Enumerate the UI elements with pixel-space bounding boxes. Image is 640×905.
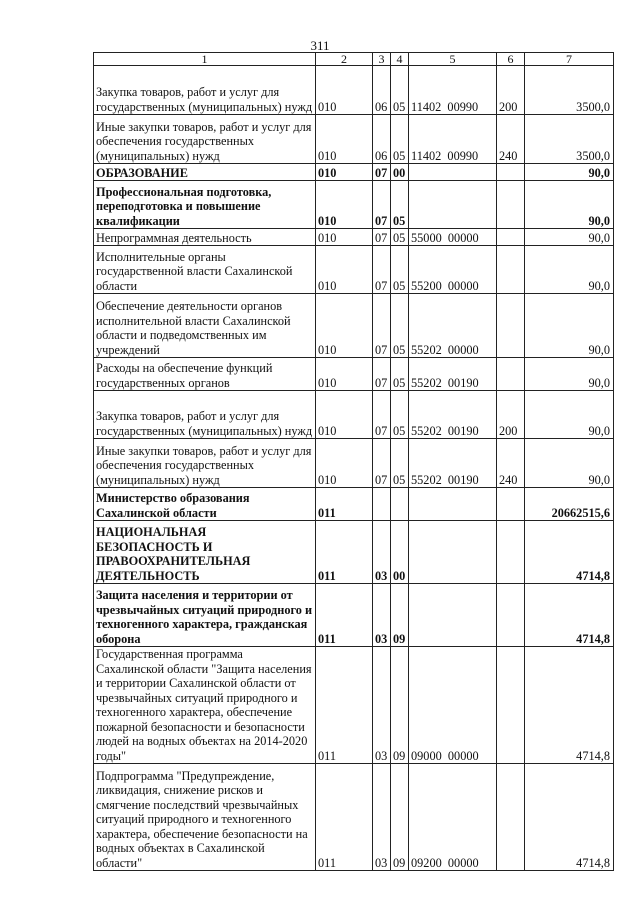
code-type-cell <box>497 246 525 294</box>
code-target-cell: 55202 00190 <box>409 358 497 391</box>
amount-cell: 4714,8 <box>525 647 614 764</box>
code-target-cell: 55202 00000 <box>409 294 497 358</box>
code-target-cell <box>409 181 497 229</box>
table-row <box>94 764 614 871</box>
code-type-cell <box>497 181 525 229</box>
name-cell: Иные закупки товаров, работ и услуг для обеспечения государственных (муниципальных) нужд <box>94 439 316 488</box>
code-ministry-cell: 010 <box>316 229 373 246</box>
name-cell: Государственная программа Сахалинской области "Защита населения и территории Сахалинской области от чрезвычайных ситуаций природного и техногенного характера, обеспечение пожарной безопасности и безопасности людей на водных объектах на 2014-2020 годы" <box>94 647 316 764</box>
code-target-cell: 11402 00990 <box>409 66 497 115</box>
table-row <box>94 164 614 181</box>
code-subsection-cell: 05 <box>391 229 409 246</box>
table-row <box>94 584 614 647</box>
code-target-cell <box>409 584 497 647</box>
code-subsection-cell: 00 <box>391 521 409 584</box>
amount-cell: 90,0 <box>525 164 614 181</box>
code-target-cell: 55000 00000 <box>409 229 497 246</box>
code-section-cell: 07 <box>373 391 391 439</box>
amount-cell: 3500,0 <box>525 115 614 164</box>
code-type-cell <box>497 584 525 647</box>
header-cell: 1 <box>94 53 316 66</box>
table-row <box>94 521 614 584</box>
code-type-cell <box>497 488 525 521</box>
code-type-cell: 240 <box>497 115 525 164</box>
code-subsection-cell: 05 <box>391 115 409 164</box>
code-ministry-cell: 010 <box>316 439 373 488</box>
header-cell: 6 <box>497 53 525 66</box>
code-type-cell <box>497 358 525 391</box>
amount-cell: 20662515,6 <box>525 488 614 521</box>
amount-cell: 90,0 <box>525 246 614 294</box>
amount-cell: 90,0 <box>525 439 614 488</box>
code-target-cell <box>409 488 497 521</box>
table-row <box>94 439 614 488</box>
header-cell: 7 <box>525 53 614 66</box>
code-section-cell: 06 <box>373 115 391 164</box>
code-target-cell: 55202 00190 <box>409 391 497 439</box>
amount-cell: 4714,8 <box>525 764 614 871</box>
page-number: 311 <box>310 38 330 53</box>
header-cell: 4 <box>391 53 409 66</box>
code-type-cell <box>497 294 525 358</box>
code-type-cell: 200 <box>497 66 525 115</box>
code-subsection-cell: 05 <box>391 181 409 229</box>
name-cell: Закупка товаров, работ и услуг для государственных (муниципальных) нужд <box>94 66 316 115</box>
code-ministry-cell: 010 <box>316 164 373 181</box>
code-type-cell <box>497 164 525 181</box>
code-section-cell: 07 <box>373 358 391 391</box>
code-ministry-cell: 010 <box>316 115 373 164</box>
code-subsection-cell: 09 <box>391 584 409 647</box>
code-section-cell: 03 <box>373 647 391 764</box>
table-row <box>94 229 614 246</box>
code-type-cell: 240 <box>497 439 525 488</box>
code-section-cell: 07 <box>373 246 391 294</box>
amount-cell: 90,0 <box>525 229 614 246</box>
code-type-cell <box>497 647 525 764</box>
table-row <box>94 115 614 164</box>
name-cell: Иные закупки товаров, работ и услуг для обеспечения государственных (муниципальных) нужд <box>94 115 316 164</box>
code-section-cell: 03 <box>373 521 391 584</box>
code-ministry-cell: 010 <box>316 358 373 391</box>
amount-cell: 3500,0 <box>525 66 614 115</box>
code-subsection-cell <box>391 488 409 521</box>
code-ministry-cell: 011 <box>316 584 373 647</box>
table-row <box>94 181 614 229</box>
code-type-cell <box>497 764 525 871</box>
code-ministry-cell: 011 <box>316 488 373 521</box>
code-subsection-cell: 05 <box>391 294 409 358</box>
table-row <box>94 647 614 764</box>
code-subsection-cell: 05 <box>391 391 409 439</box>
code-section-cell: 07 <box>373 229 391 246</box>
code-section-cell: 03 <box>373 584 391 647</box>
code-ministry-cell: 010 <box>316 294 373 358</box>
name-cell: Исполнительные органы государственной власти Сахалинской области <box>94 246 316 294</box>
code-section-cell: 07 <box>373 164 391 181</box>
code-section-cell <box>373 488 391 521</box>
header-cell: 3 <box>373 53 391 66</box>
code-section-cell: 06 <box>373 66 391 115</box>
amount-cell: 90,0 <box>525 358 614 391</box>
table-row <box>94 488 614 521</box>
code-ministry-cell: 011 <box>316 764 373 871</box>
table-row <box>94 358 614 391</box>
name-cell: НАЦИОНАЛЬНАЯ БЕЗОПАСНОСТЬ И ПРАВООХРАНИТЕЛЬНАЯ ДЕЯТЕЛЬНОСТЬ <box>94 521 316 584</box>
table-row <box>94 391 614 439</box>
code-type-cell: 200 <box>497 391 525 439</box>
amount-cell: 90,0 <box>525 181 614 229</box>
table-row <box>94 66 614 115</box>
name-cell: Непрограммная деятельность <box>94 229 316 246</box>
code-subsection-cell: 05 <box>391 439 409 488</box>
code-section-cell: 07 <box>373 294 391 358</box>
amount-cell: 4714,8 <box>525 521 614 584</box>
name-cell: Закупка товаров, работ и услуг для государственных (муниципальных) нужд <box>94 391 316 439</box>
code-target-cell: 09000 00000 <box>409 647 497 764</box>
code-target-cell: 09200 00000 <box>409 764 497 871</box>
table-row <box>94 294 614 358</box>
code-ministry-cell: 010 <box>316 66 373 115</box>
code-section-cell: 07 <box>373 181 391 229</box>
name-cell: Министерство образования Сахалинской области <box>94 488 316 521</box>
header-cell: 2 <box>316 53 373 66</box>
code-type-cell <box>497 229 525 246</box>
name-cell: Обеспечение деятельности органов исполнительной власти Сахалинской области и подведомственных им учреждений <box>94 294 316 358</box>
code-subsection-cell: 09 <box>391 647 409 764</box>
name-cell: Расходы на обеспечение функций государственных органов <box>94 358 316 391</box>
code-ministry-cell: 010 <box>316 246 373 294</box>
amount-cell: 90,0 <box>525 391 614 439</box>
code-section-cell: 07 <box>373 439 391 488</box>
table-row <box>94 246 614 294</box>
name-cell: Профессиональная подготовка, переподготовка и повышение квалификации <box>94 181 316 229</box>
code-type-cell <box>497 521 525 584</box>
code-target-cell <box>409 521 497 584</box>
name-cell: ОБРАЗОВАНИЕ <box>94 164 316 181</box>
name-cell: Подпрограмма "Предупреждение, ликвидация, снижение рисков и смягчение последствий чрезвычайных ситуаций природного и техногенного характера, обеспечение безопасности на водных объектах в Сахалинской области" <box>94 764 316 871</box>
code-ministry-cell: 011 <box>316 647 373 764</box>
code-subsection-cell: 05 <box>391 358 409 391</box>
code-ministry-cell: 010 <box>316 391 373 439</box>
name-cell: Защита населения и территории от чрезвычайных ситуаций природного и техногенного характера, гражданская оборона <box>94 584 316 647</box>
budget-table <box>93 52 614 871</box>
table-header-row <box>94 53 614 66</box>
code-subsection-cell: 05 <box>391 246 409 294</box>
code-section-cell: 03 <box>373 764 391 871</box>
code-ministry-cell: 011 <box>316 521 373 584</box>
code-target-cell: 55200 00000 <box>409 246 497 294</box>
amount-cell: 90,0 <box>525 294 614 358</box>
code-subsection-cell: 09 <box>391 764 409 871</box>
code-subsection-cell: 05 <box>391 66 409 115</box>
code-target-cell: 55202 00190 <box>409 439 497 488</box>
header-cell: 5 <box>409 53 497 66</box>
code-target-cell: 11402 00990 <box>409 115 497 164</box>
code-subsection-cell: 00 <box>391 164 409 181</box>
amount-cell: 4714,8 <box>525 584 614 647</box>
code-target-cell <box>409 164 497 181</box>
code-ministry-cell: 010 <box>316 181 373 229</box>
